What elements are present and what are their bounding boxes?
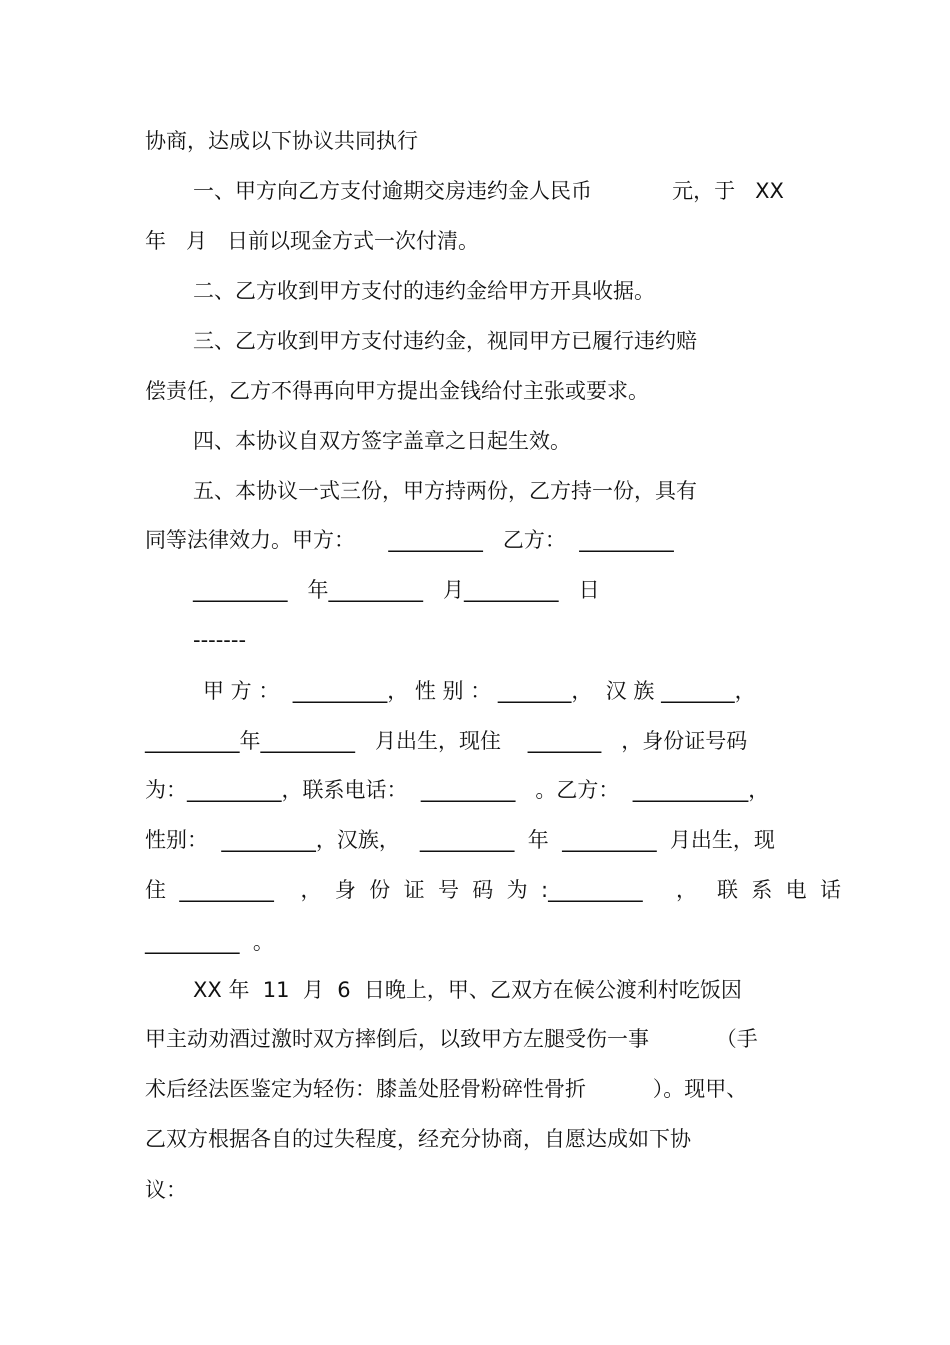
text-line-18: XX 年 11 月 6 日晚上，甲、乙双方在候公渡利村吃饭因 (193, 978, 742, 1002)
text-line-22: 议： (145, 1178, 187, 1202)
text-line-12: 甲 方 ： _________， 性 别 ： _______， 汉 族 _______， (203, 679, 756, 703)
text-line-21: 乙双方根据各自的过失程度，经充分协商，自愿达成如下协 (145, 1127, 691, 1151)
text-line-5: 三、乙方收到甲方支付违约金，视同甲方已履行违约赔 (193, 329, 697, 353)
text-line-3: 年 月 日前以现金方式一次付清。 (145, 229, 480, 253)
text-line-7: 四、本协议自双方签字盖章之日起生效。 (193, 429, 571, 453)
text-line-14: 为：_________，联系电话： _________ 。乙方： ___________， (145, 778, 770, 802)
text-line-15: 性别： _________，汉族， _________ 年 _________ 月出生，现 (145, 828, 775, 852)
text-line-8: 五、本协议一式三份，甲方持两份，乙方持一份，具有 (193, 479, 697, 503)
text-line-13: _________年_________ 月出生，现住 _______ ，身份证号码 (145, 729, 748, 753)
text-line-9: 同等法律效力。甲方： _________ 乙方： _________ (145, 528, 674, 552)
text-line-11: ------- (193, 628, 247, 652)
text-line-2: 一、甲方向乙方支付逾期交房违约金人民币 元，于 XX (193, 179, 784, 203)
text-line-19: 甲主动劝酒过激时双方摔倒后，以致甲方左腿受伤一事 （手 (145, 1027, 758, 1051)
text-line-20: 术后经法医鉴定为轻伤：膝盖处胫骨粉碎性骨折 ）。现甲、 (145, 1077, 748, 1101)
text-line-16: 住 _________ ， 身 份 证 号 码 为 :_________ ， 联 系 电 话 (145, 878, 842, 902)
text-line-10: _________ 年_________ 月_________ 日 (193, 578, 600, 602)
text-line-6: 偿责任，乙方不得再向甲方提出金钱给付主张或要求。 (145, 379, 649, 403)
text-line-17: _________ 。 (145, 930, 274, 954)
text-line-4: 二、乙方收到甲方支付的违约金给甲方开具收据。 (193, 279, 655, 303)
text-line-1: 协商，达成以下协议共同执行 (145, 129, 418, 153)
